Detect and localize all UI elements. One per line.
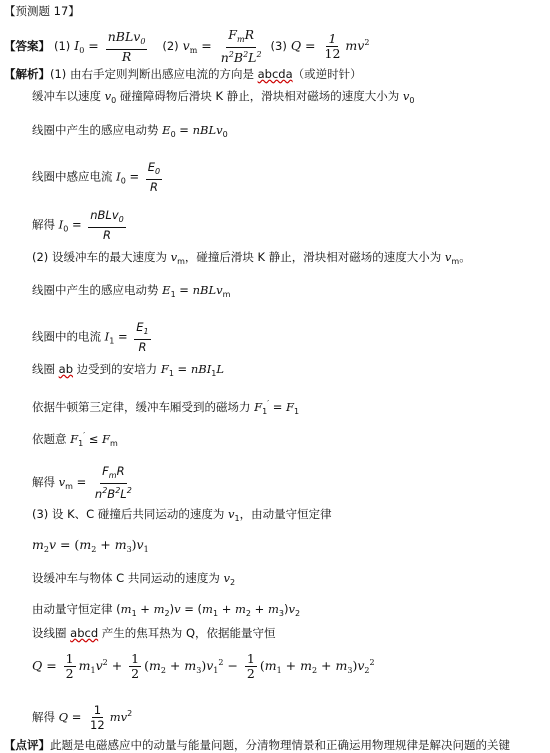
analysis-line-18: Q = $\frac{1}{2}$ $m_1v^2$ + $\frac{1}{2}$ $(m_2 + m_3)v_1^2$ − $\frac{1}{2}$ $(m_1 + m_2 + m_3)v_2^2$ bbox=[32, 651, 375, 681]
analysis-line-14: $m_2v = (m_2 + m_3)v_1$ bbox=[32, 537, 149, 554]
analysis-line-3: 线圈中产生的感应电动势 $E_0$ = nBLv$_0$ bbox=[32, 123, 228, 139]
analysis-line-16: 由动量守恒定律 $(m_1 + m_2)v = (m_1 + m_2 + m_3)v_2$ bbox=[32, 602, 301, 618]
analysis-line-4: 线圈中感应电流 $I_0$ = $\frac{E_0}{R}$ bbox=[32, 160, 161, 194]
analysis-line-5: 解得 $I_0$ = $\frac{nBLv_0}{R}$ bbox=[32, 208, 124, 242]
analysis-line-13: (3) 设 K、C 碰撞后共同运动的速度为 $v_1$，由动量守恒定律 bbox=[32, 507, 332, 523]
problem-header: 【预测题 17】 bbox=[4, 4, 80, 18]
analysis-line-7: 线圈中产生的感应电动势 $E_1$ = nBLv$_m$ bbox=[32, 283, 231, 299]
comment-line: 【点评】此题是电磁感应中的动量与能量问题，分清物理情景和正确运用物理规律是解决问题的关键 bbox=[4, 738, 510, 752]
analysis-line-8: 线圈中的电流 $I_1$ = $\frac{E_1}{R}$ bbox=[32, 320, 149, 354]
analysis-line-15: 设缓冲车与物体 C 共同运动的速度为 $v_2$ bbox=[32, 571, 236, 587]
analysis-line-12: 解得 $v_m$ = $\frac{F_mR}{n^2B^2L^2}$ bbox=[32, 464, 132, 501]
analysis-line-10: 依据牛顿第三定律，缓冲车厢受到的磁场力 $F_1' = F_1$ bbox=[32, 399, 300, 416]
analysis-line-17: 设线圈 abcd 产生的焦耳热为 Q，依据能量守恒 bbox=[32, 626, 276, 640]
analysis-line-6: (2) 设缓冲车的最大速度为 $v_m$，碰撞后滑块 K 静止，滑块相对磁场的速度大小为 $v_m$。 bbox=[32, 250, 471, 266]
analysis-line-9: 线圈 ab 边受到的安培力 $F_1 = nBI_1L$ bbox=[32, 362, 224, 378]
analysis-line-2: 缓冲车以速度 $v_0$ 碰撞障碍物后滑块 K 静止，滑块相对磁场的速度大小为 $v_0$ bbox=[32, 89, 415, 105]
analysis-line-11: 依题意 $F_1' \le F_m$ bbox=[32, 431, 118, 448]
analysis-line-1: 【解析】(1) 由右手定则判断出感应电流的方向是 abcda（或逆时针） bbox=[4, 67, 362, 81]
answer-line: 【答案】 (1) $I_0$ = $\frac{nBLv_0}{R}$ (2) $v_m$ = $\frac{F_mR}{n^2B^2L^2}$ (3) Q = $\frac{1}{12}$ $mv^2$ bbox=[4, 27, 370, 65]
analysis-line-19: 解得 Q = $\frac{1}{12}$ $mv^2$ bbox=[32, 703, 133, 732]
